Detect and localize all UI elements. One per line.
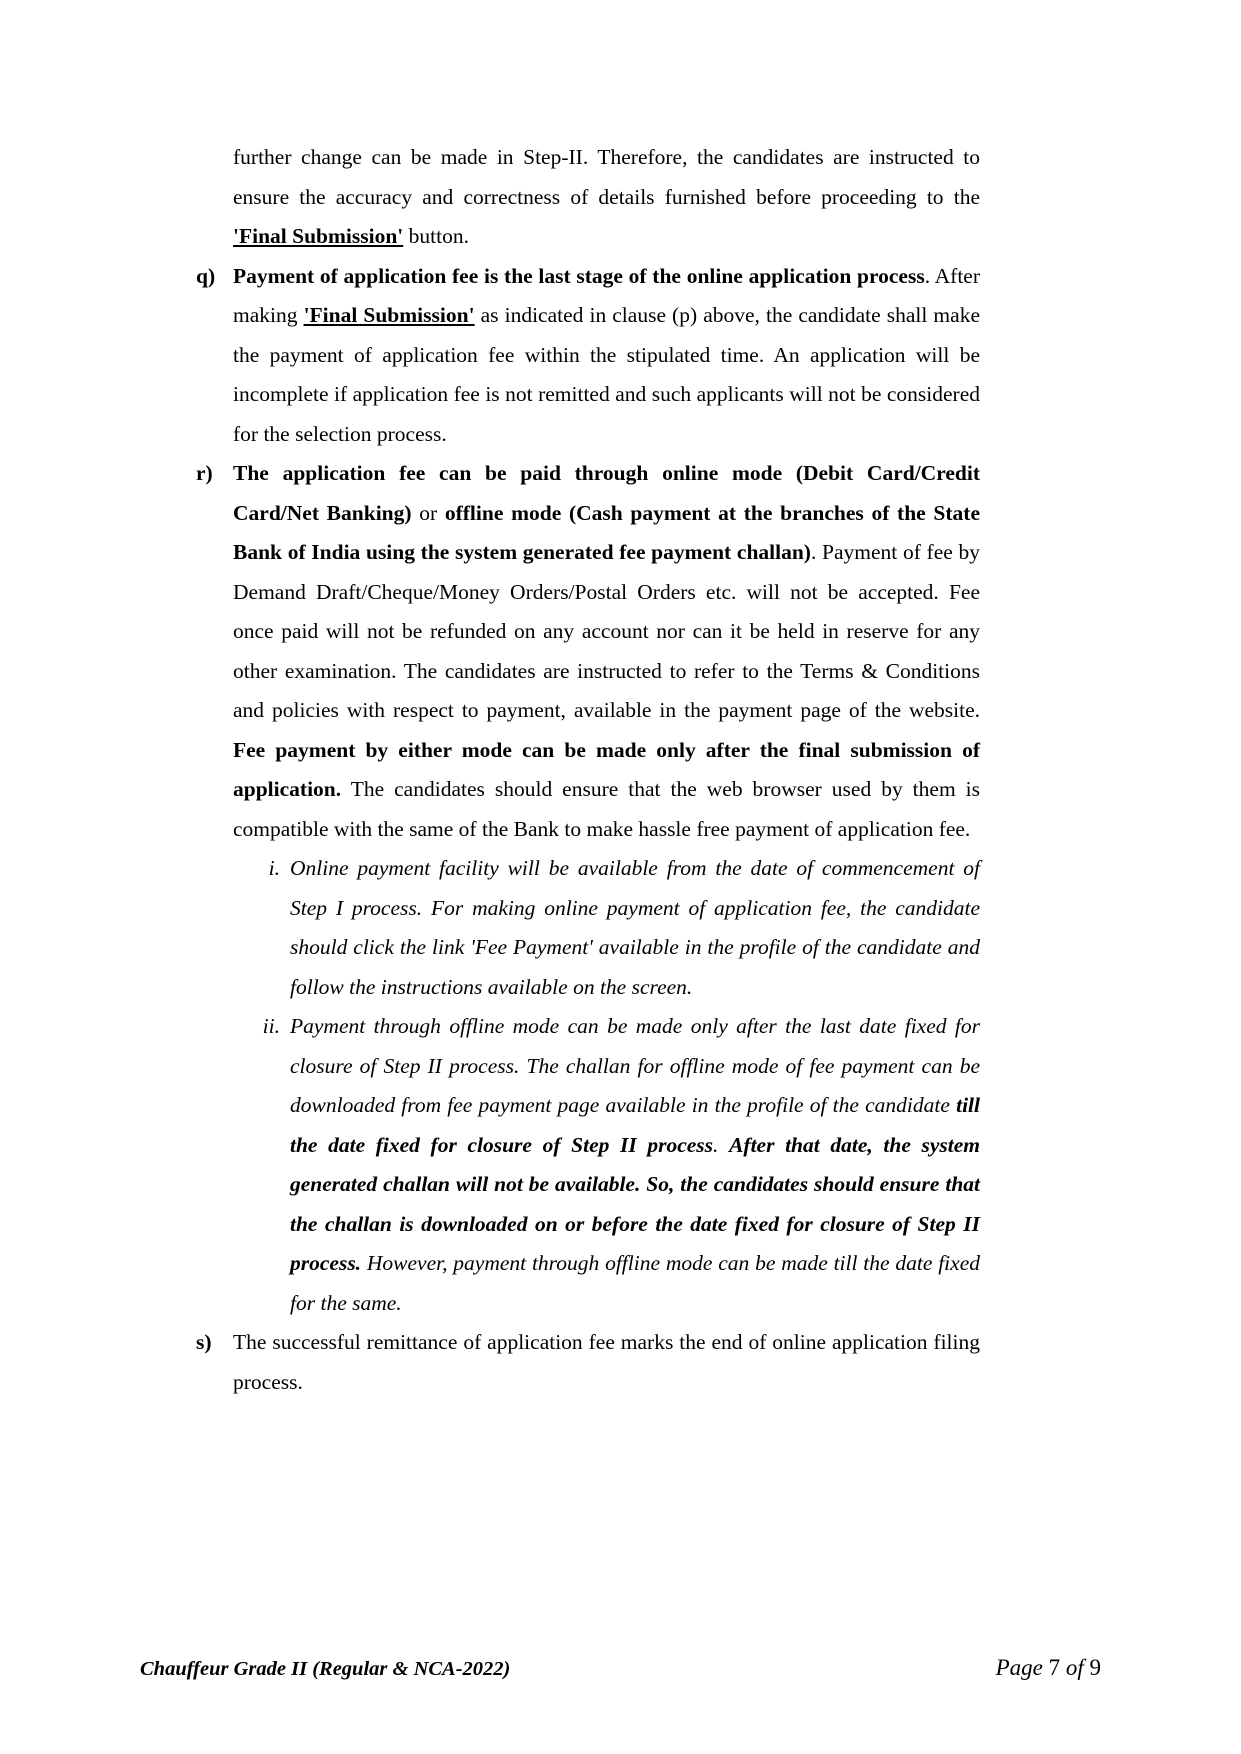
final-submission-emphasis-1: 'Final Submission' — [233, 224, 404, 248]
item-r-run-0: The application fee can be paid through online mode (Debit Card/Credit Card/Net Banking) — [233, 461, 980, 525]
item-ii-run-2: . — [713, 1132, 730, 1157]
page-content — [196, 138, 980, 1402]
item-q-run-3: as indicated in clause (p) above, the candidate shall make the payment of application fee within the stipulated time. An application will be incomplete if application fee is not remitted and such applicants will not be considered for the selection process. — [233, 303, 980, 446]
footer-page-number: 7 — [1048, 1655, 1061, 1680]
item-r-run-5: The candidates should ensure that the web browser used by them is compatible with the same of the Bank to make hassle free payment of application fee. — [233, 777, 980, 841]
footer-page-indicator — [996, 1655, 1101, 1681]
item-r-run-3: . Payment of fee by Demand Draft/Cheque/Money Orders/Postal Orders etc. will not be accepted. Fee once paid will not be refunded on any account nor can it be held in reserve for any other examination. The candidates are instructed to refer to the Terms & Conditions and policies with respect to payment, available in the payment page of the website. — [233, 540, 980, 722]
item-ii-run-4: However, payment through offline mode can be made till the date fixed for the same. — [290, 1251, 980, 1315]
item-ii-run-3: After that date, the system generated challan will not be available. So, the candidates should ensure that the challan is downloaded on or before the date fixed for closure of Step II process. — [290, 1132, 981, 1275]
item-r-run-2: offline mode (Cash payment at the branches of the State Bank of India using the system generated fee payment challan) — [233, 500, 980, 564]
item-ii-run-1: till the date fixed for closure of Step II process — [290, 1093, 980, 1157]
footer-document-title: Chauffeur Grade II (Regular & NCA-2022) — [140, 1658, 511, 1680]
list-item-s — [196, 1323, 980, 1402]
list-marker-r: r) — [196, 461, 213, 485]
page-footer — [140, 1655, 1101, 1681]
item-q-run-1: . After making — [233, 263, 980, 327]
item-q-run-0: Payment of application fee is the last stage of the online application process — [233, 263, 925, 288]
list-item-r — [196, 454, 980, 849]
intro-part2: button. — [403, 224, 469, 248]
item-s-run-0: The successful remittance of application fee marks the end of online application filing process. — [233, 1330, 980, 1394]
intro-paragraph — [196, 138, 980, 257]
sub-list-marker-i: i. — [268, 856, 280, 880]
intro-part1: further change can be made in Step-II. Therefore, the candidates are instructed to ensure the accuracy and correctness of details furnished before proceeding to the — [233, 145, 980, 209]
footer-page-label: Page — [995, 1655, 1049, 1680]
roman-sub-list — [196, 849, 980, 1323]
item-r-run-4: Fee payment by either mode can be made only after the final submission of application. — [233, 737, 980, 801]
footer-of-label: of — [1060, 1655, 1090, 1680]
item-q-run-2: 'Final Submission' — [303, 303, 475, 327]
sub-list-item-ii — [250, 1007, 980, 1323]
list-marker-q: q) — [196, 263, 216, 288]
item-r-run-1: or — [411, 500, 445, 525]
sub-list-marker-ii: ii. — [262, 1014, 280, 1038]
footer-page-total: 9 — [1089, 1655, 1101, 1680]
item-i-run-0: Online payment facility will be available from the date of commencement of Step I process. For making online payment of application fee, the candidate should click the link 'Fee Payment' available in the profile of the candidate and follow the instructions available on the screen. — [290, 856, 980, 999]
list-item-q — [196, 257, 980, 455]
sub-list-item-i — [250, 849, 980, 1007]
list-marker-s: s) — [196, 1330, 212, 1354]
item-ii-run-0: Payment through offline mode can be made only after the last date fixed for closure of Step II process. The challan for offline mode of fee payment can be downloaded from fee payment page available in the profile of the candidate — [290, 1014, 980, 1117]
